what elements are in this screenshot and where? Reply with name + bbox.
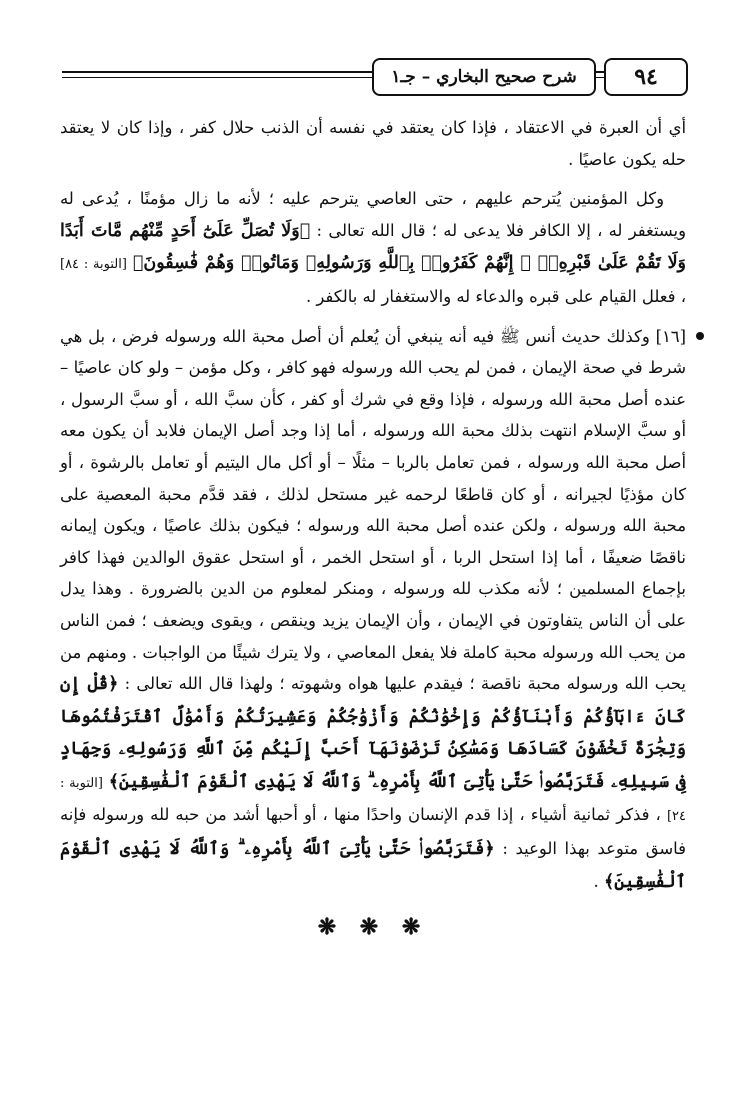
paragraph-2-text-a: وكل المؤمنين يُترحم عليهم ، حتى العاصي يترحم عليه ؛ لأنه ما زال مؤمنًا ، يُدعى له ويستغفر له ، إلا الكافر فلا يدعى له ؛ قال الله تعالى : bbox=[60, 189, 686, 240]
quran-verse-3: ﴿فَتَرَبَّصُوا۟ حَتَّىٰ يَأْتِىَ ٱللَّهُ بِأَمْرِهِۦ ۗ وَٱللَّهُ لَا يَهْدِى ٱلْقَوْمَ ٱلْفَٰسِقِينَ﴾ bbox=[60, 839, 686, 892]
paragraph-3-text-a: [١٦] وكذلك حديث أنس ﷺ فيه أنه ينبغي أن يُعلم أن أصل محبة الله ورسوله فرض ، بل هي شرط في صحة الإيمان ، فمن لم يحب الله ورسوله فهو كافر ، وكل مؤمن – ولو كان عاصيًا – عنده أصل محبة الله ورسوله ، فإذا وقع في شرك أو كفر ، كأن سبَّ الله ، أو سبَّ الرسول ، أو سبَّ الإسلام انتهت بذلك محبة الله ورسوله ، أما إذا وجد أصل الإيمان فلابد أن يكون معه أصل محبة الله ورسوله ، فمن تعامل بالربا – مثلًا – أو أكل مال اليتيم أو تعامل بالرشوة ، أو كان مؤذيًا لجيرانه ، أو كان قاطعًا لرحمه غير مستحل لذلك ، فقد قدَّم محبة المعصية على محبة الله ورسوله ، ولكن عنده أصل محبة الله ورسوله ؛ فيكون بذلك عاصيًا ، ويكون إيمانه ناقصًا ضعيفًا ، أما إذا استحل الربا ، أو استحل الخمر ، أو استحل عقوق الوالدين فهذا كافر بإجماع المسلمين ؛ لأنه مكذب لله ورسوله ، ومنكر لمعلوم من الدين بالضرورة . وهذا يدل على أن الناس يتفاوتون في الإيمان ، وأن الإيمان يزيد وينقص ، ويقوى ويضعف ؛ فمن الناس من يحب الله ورسوله محبة كاملة فلا يفعل المعاصي ، ولا يترك شيئًا من الواجبات . ومنهم من يحب الله ورسوله محبة ناقصة ؛ فيقدم عليها هواه وشهوته ؛ ولهذا قال الله تعالى : bbox=[60, 326, 686, 694]
paragraph-1-text: أي أن العبرة في الاعتقاد ، فإذا كان يعتقد في نفسه أن الذنب حلال كفر ، وإذا كان لا يعتقد حله يكون عاصيًا . bbox=[60, 118, 686, 169]
quran-verse-2: ﴿قُلْ إِن كَانَ ءَابَآؤُكُمْ وَأَبْنَآؤُكُمْ وَإِخْوَٰنُكُمْ وَأَزْوَٰجُكُمْ وَعَشِيرَتُكُمْ وَأَمْوَٰلٌ ٱقْتَرَفْتُمُوهَا وَتِجَٰرَةٌ تَخْشَوْنَ كَسَادَهَا وَمَسَٰكِنُ تَرْضَوْنَهَآ أَحَبَّ إِلَيْكُم مِّنَ ٱللَّهِ وَرَسُولِهِۦ وَجِهَادٍ فِى سَبِيلِهِۦ فَتَرَبَّصُوا۟ حَتَّىٰ يَأْتِىَ ٱللَّهُ بِأَمْرِهِۦ ۗ وَٱللَّهُ لَا يَهْدِى ٱلْقَوْمَ ٱلْفَٰسِقِينَ﴾ bbox=[60, 674, 686, 792]
paragraph-2-text-b: ، فعلل القيام على قبره والدعاء له والاستغفار له بالكفر . bbox=[305, 286, 686, 306]
quran-verse-1: ﴿وَلَا تُصَلِّ عَلَىٰٓ أَحَدٍ مِّنْهُم مَّاتَ أَبَدًا وَلَا تَقُمْ عَلَىٰ قَبْرِهِۦٓ ۖ إِنَّهُمْ كَفَرُوا۟ بِٱللَّهِ وَرَسُولِهِۦ وَمَاتُوا۟ وَهُمْ فَٰسِقُونَ﴾ bbox=[60, 220, 687, 274]
page-body bbox=[60, 112, 686, 944]
book-title: شرح صحيح البخاري – جـ١ bbox=[372, 58, 596, 96]
paragraph-3 bbox=[60, 321, 686, 899]
verse-reference-1: [التوبة : ٨٤] bbox=[60, 257, 127, 273]
verse-reference-2: [التوبة : ٢٤] bbox=[60, 775, 686, 825]
paragraph-3-end: . bbox=[593, 871, 599, 891]
page-header bbox=[62, 54, 688, 98]
section-end-ornament: ❋ ❋ ❋ bbox=[317, 914, 429, 941]
bullet-icon bbox=[696, 332, 704, 340]
paragraph-2 bbox=[60, 183, 686, 312]
page-number: ٩٤ bbox=[604, 58, 688, 96]
paragraph-3-text-b: ، فذكر ثمانية أشياء ، إذا قدم الإنسان واحدًا منها ، أو أحبها أشد من حبه لله ورسوله فإنه فاسق متوعد بهذا الوعيد : bbox=[60, 805, 686, 859]
paragraph-1 bbox=[60, 112, 686, 175]
